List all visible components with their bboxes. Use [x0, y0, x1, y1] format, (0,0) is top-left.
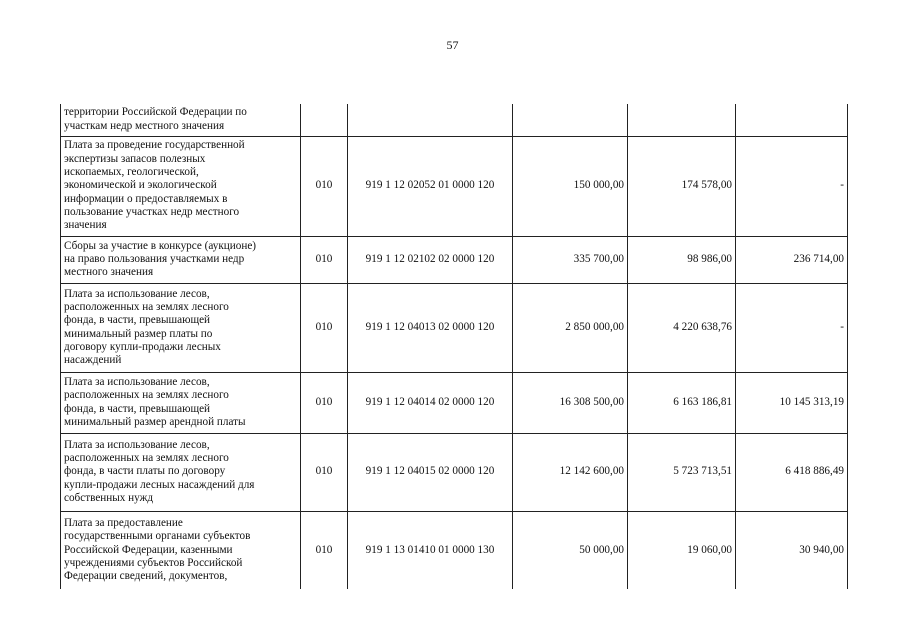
income-name-cell — [61, 433, 301, 511]
income-name-line: купли-продажи лесных насаждений для — [64, 478, 255, 491]
approved-amount-cell: 335 700,00 — [513, 236, 628, 283]
income-name-line: государственными органами субъектов — [64, 530, 251, 543]
income-name-cell — [61, 236, 301, 283]
unexecuted-amount-cell: 30 940,00 — [736, 511, 848, 589]
table-row — [61, 104, 848, 136]
line-code-cell: 010 — [301, 283, 348, 372]
income-name-line: собственных нужд — [64, 491, 154, 504]
line-code-cell: 010 — [301, 433, 348, 511]
income-name-line: Федерации сведений, документов, — [64, 570, 228, 583]
income-name-line: минимальный размер арендной платы — [64, 415, 246, 428]
executed-amount-cell — [628, 104, 736, 136]
income-name-line: Плата за проведение государственной — [64, 139, 245, 152]
income-name-line: территории Российской Федерации по — [64, 106, 247, 119]
unexecuted-amount-cell: 236 714,00 — [736, 236, 848, 283]
line-code-cell: 010 — [301, 236, 348, 283]
unexecuted-amount-cell: - — [736, 283, 848, 372]
table-row — [61, 372, 848, 433]
income-name-line: пользование участках недр местного — [64, 205, 240, 218]
income-name-cell — [61, 104, 301, 136]
table-body — [61, 104, 848, 589]
income-name-line: Плата за предоставление — [64, 517, 183, 529]
income-name-line: участкам недр местного значения — [64, 119, 225, 132]
income-name-line: значения — [64, 219, 107, 232]
executed-amount-cell: 6 163 186,81 — [628, 372, 736, 433]
income-name-line: фонда, в части, превышающей — [64, 314, 211, 327]
income-name-line: на право пользования участками недр — [64, 252, 245, 265]
unexecuted-amount-cell — [736, 104, 848, 136]
income-name-line: Плата за использование лесов, — [64, 287, 210, 300]
executed-amount-cell: 174 578,00 — [628, 136, 736, 236]
executed-amount-cell: 5 723 713,51 — [628, 433, 736, 511]
line-code-cell: 010 — [301, 372, 348, 433]
income-name-line: фонда, в части платы по договору — [64, 465, 226, 478]
income-name-line: Плата за использование лесов, — [64, 438, 210, 451]
table-row — [61, 511, 848, 589]
revenue-table — [60, 104, 848, 589]
income-name-line: экспертизы запасов полезных — [64, 152, 206, 165]
line-code-cell: 010 — [301, 136, 348, 236]
table-row — [61, 236, 848, 283]
income-name-line: расположенных на землях лесного — [64, 300, 229, 313]
unexecuted-amount-cell: 10 145 313,19 — [736, 372, 848, 433]
budget-code-cell: 919 1 13 01410 01 0000 130 — [348, 511, 513, 589]
approved-amount-cell: 16 308 500,00 — [513, 372, 628, 433]
budget-code-cell: 919 1 12 04013 02 0000 120 — [348, 283, 513, 372]
budget-code-cell: 919 1 12 02102 02 0000 120 — [348, 236, 513, 283]
income-name-line: Сборы за участие в конкурсе (аукционе) — [64, 239, 257, 252]
approved-amount-cell — [513, 104, 628, 136]
income-name-cell — [61, 283, 301, 372]
executed-amount-cell: 4 220 638,76 — [628, 283, 736, 372]
approved-amount-cell: 12 142 600,00 — [513, 433, 628, 511]
table-row — [61, 433, 848, 511]
budget-code-cell: 919 1 12 04014 02 0000 120 — [348, 372, 513, 433]
income-name-line: местного значения — [64, 266, 154, 279]
income-name-line: расположенных на землях лесного — [64, 452, 229, 465]
approved-amount-cell: 50 000,00 — [513, 511, 628, 589]
table-row — [61, 136, 848, 236]
executed-amount-cell: 19 060,00 — [628, 511, 736, 589]
income-name-cell — [61, 372, 301, 433]
page-number: 57 — [446, 38, 459, 52]
table-row — [61, 283, 848, 372]
budget-code-cell: 919 1 12 02052 01 0000 120 — [348, 136, 513, 236]
line-code-cell — [301, 104, 348, 136]
income-name-line: информации о предоставляемых в — [64, 192, 228, 205]
income-name-line: договору купли-продажи лесных — [64, 340, 221, 353]
line-code-cell: 010 — [301, 511, 348, 589]
income-name-line: насаждений — [64, 354, 122, 367]
approved-amount-cell: 2 850 000,00 — [513, 283, 628, 372]
income-name-cell — [61, 511, 301, 589]
unexecuted-amount-cell: - — [736, 136, 848, 236]
unexecuted-amount-cell: 6 418 886,49 — [736, 433, 848, 511]
income-name-line: расположенных на землях лесного — [64, 389, 229, 402]
income-name-cell — [61, 136, 301, 236]
income-name-line: ископаемых, геологической, — [64, 166, 199, 179]
executed-amount-cell: 98 986,00 — [628, 236, 736, 283]
income-name-line: Российской Федерации, казенными — [64, 543, 233, 556]
approved-amount-cell: 150 000,00 — [513, 136, 628, 236]
budget-code-cell: 919 1 12 04015 02 0000 120 — [348, 433, 513, 511]
budget-code-cell — [348, 104, 513, 136]
income-name-line: фонда, в части, превышающей — [64, 402, 211, 415]
income-name-line: Плата за использование лесов, — [64, 375, 210, 388]
income-name-line: минимальный размер платы по — [64, 327, 213, 340]
income-name-line: учреждениями субъектов Российской — [64, 556, 243, 569]
income-name-line: экономической и экологической — [64, 179, 217, 192]
